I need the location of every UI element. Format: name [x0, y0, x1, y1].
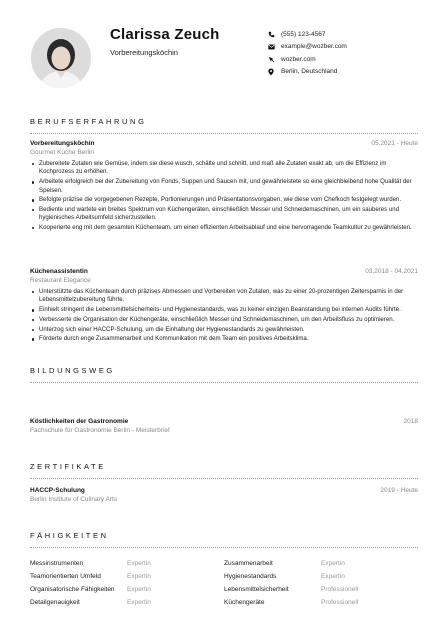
contact-website[interactable] — [267, 53, 347, 66]
company-name: Gourmet Küche Berlin — [30, 149, 94, 156]
section-divider — [30, 547, 418, 548]
skill-name: Detailgenauigkeit — [30, 599, 80, 606]
bullet-item: Förderte durch enge Zusammenarbeit und Kommunikation mit dem Team ein positives Arbeitsklima. — [39, 335, 418, 343]
skill-row — [30, 596, 418, 609]
skill-row — [30, 557, 418, 570]
section-divider — [30, 478, 418, 479]
bullet-item: Verbesserte die Organisation der Küchengeräte, einschließlich Messer und Schneidemaschinen, um den Arbeitsfluss zu optimieren. — [39, 316, 418, 324]
skill-level: Expertin — [127, 586, 151, 593]
bullet-item: Bediente und wartete ein breites Spektrum von Küchengeräten, einschließlich Messer und Schneidemaschinen, um ein sauberes und hygienisches Arbeitsumfeld sicherzustellen. — [39, 206, 418, 223]
job-bullets — [30, 160, 418, 232]
skill-level: Expertin — [321, 560, 345, 567]
education-date: 2018 — [403, 418, 418, 425]
skill-level: Expertin — [321, 573, 345, 580]
link-icon — [267, 55, 275, 63]
skills-grid — [30, 557, 418, 609]
skills-section — [30, 531, 418, 606]
bullet-item: Befolgte präzise die vorgegebenen Rezepte, Portionierungen und Präsentationsvorgaben, wie diese vom Chefkoch festgelegt wurden. — [39, 196, 418, 204]
company-name: Restaurant Elegance — [30, 277, 91, 284]
location-text: Berlin, Deutschland — [281, 68, 338, 76]
education-entry — [30, 417, 418, 435]
job-date: 05.2021 - Heute — [371, 140, 418, 147]
email-text: example@wozber.com — [281, 43, 347, 51]
skill-level: Professionell — [321, 599, 359, 606]
job-title: Vorbereitungsköchin — [30, 140, 95, 147]
phone-icon — [267, 30, 275, 38]
location-icon — [267, 68, 275, 76]
contact-list — [267, 28, 347, 78]
job-date: 03.2018 - 04.2021 — [365, 268, 418, 275]
skill-row — [30, 583, 418, 596]
certificates-section — [30, 462, 418, 503]
phone-text: (555) 123-4567 — [281, 30, 326, 38]
section-divider — [30, 382, 418, 383]
bullet-item: Unterstützte das Küchenteam durch präzises Abmessen und Vorbereiten von Zutaten, was zu einer 20-prozentigen Zeitersparnis in der Lebensmittelzubereitung führte. — [39, 288, 418, 305]
certificate-issuer: Berlin Institute of Culinary Arts — [30, 496, 118, 503]
skill-name: Messinstrumenten — [30, 560, 84, 567]
bullet-item: Unterzog sich einer HACCP-Schulung, um die Einhaltung der Hygienestandards zu gewährleisten. — [39, 326, 418, 334]
profile-photo — [31, 28, 91, 88]
skill-level: Expertin — [127, 560, 151, 567]
section-title: BERUFSERFAHRUNG — [30, 117, 147, 126]
section-title: FÄHIGKEITEN — [30, 531, 109, 540]
certificate-date: 2019 - Heute — [380, 487, 418, 494]
skill-name: Teamorientierten Umfeld — [30, 573, 101, 580]
skill-name: Lebensmittelsicherheit — [224, 586, 289, 593]
skill-name: Organisatorische Fähigkeiten — [30, 586, 115, 593]
bullet-item: Einhielt stringent die Lebensmittelsicherheits- und Hygienestandards, was zu keiner einzigen Beanstandung bei internen Audits führte. — [39, 306, 418, 314]
contact-email[interactable] — [267, 41, 347, 54]
skill-level: Expertin — [127, 599, 151, 606]
skill-name: Hygienestandards — [224, 573, 277, 580]
skill-level: Expertin — [127, 573, 151, 580]
section-title: BILDUNGSWEG — [30, 366, 115, 375]
bullet-item: Kooperierte eng mit dem gesamten Küchenteam, um einen effizienten Arbeitsablauf und eine hervorragende Teamkultur zu gewährleisten. — [39, 224, 418, 232]
section-divider — [30, 133, 418, 134]
skill-name: Zusammenarbeit — [224, 560, 273, 567]
school-name: Fachschule für Gastronomie Berlin - Meisterbrief — [30, 427, 170, 434]
contact-phone — [267, 28, 347, 41]
certificate-title: HACCP-Schulung — [30, 487, 85, 494]
job-title: Küchenassistentin — [30, 268, 88, 275]
contact-location — [267, 66, 347, 79]
experience-entry — [30, 139, 418, 234]
skill-row — [30, 570, 418, 583]
candidate-role: Vorbereitungsköchin — [110, 48, 178, 57]
experience-entry — [30, 267, 418, 345]
bullet-item: Zubereitete Zutaten wie Gemüse, indem sie diese wusch, schälte und schnitt, und maß alle Zutaten exakt ab, um die Effizienz im Kochprozess zu erhöhen. — [39, 160, 418, 177]
skill-level: Professionell — [321, 586, 359, 593]
degree-title: Köstlichkeiten der Gastronomie — [30, 418, 129, 425]
section-title: ZERTIFIKATE — [30, 462, 106, 471]
experience-section — [30, 117, 418, 343]
candidate-name: Clarissa Zeuch — [110, 26, 220, 43]
email-icon — [267, 43, 275, 51]
bullet-item: Arbeitete erfolgreich bei der Zubereitung von Fonds, Suppen und Saucen mit, und gewährleistete so eine gleichbleibend hohe Qualität der Speisen. — [39, 178, 418, 195]
job-bullets — [30, 288, 418, 344]
website-text: wozber.com — [281, 55, 316, 63]
education-section — [30, 366, 418, 434]
skill-name: Küchengeräte — [224, 599, 265, 606]
certificate-entry — [30, 486, 418, 504]
